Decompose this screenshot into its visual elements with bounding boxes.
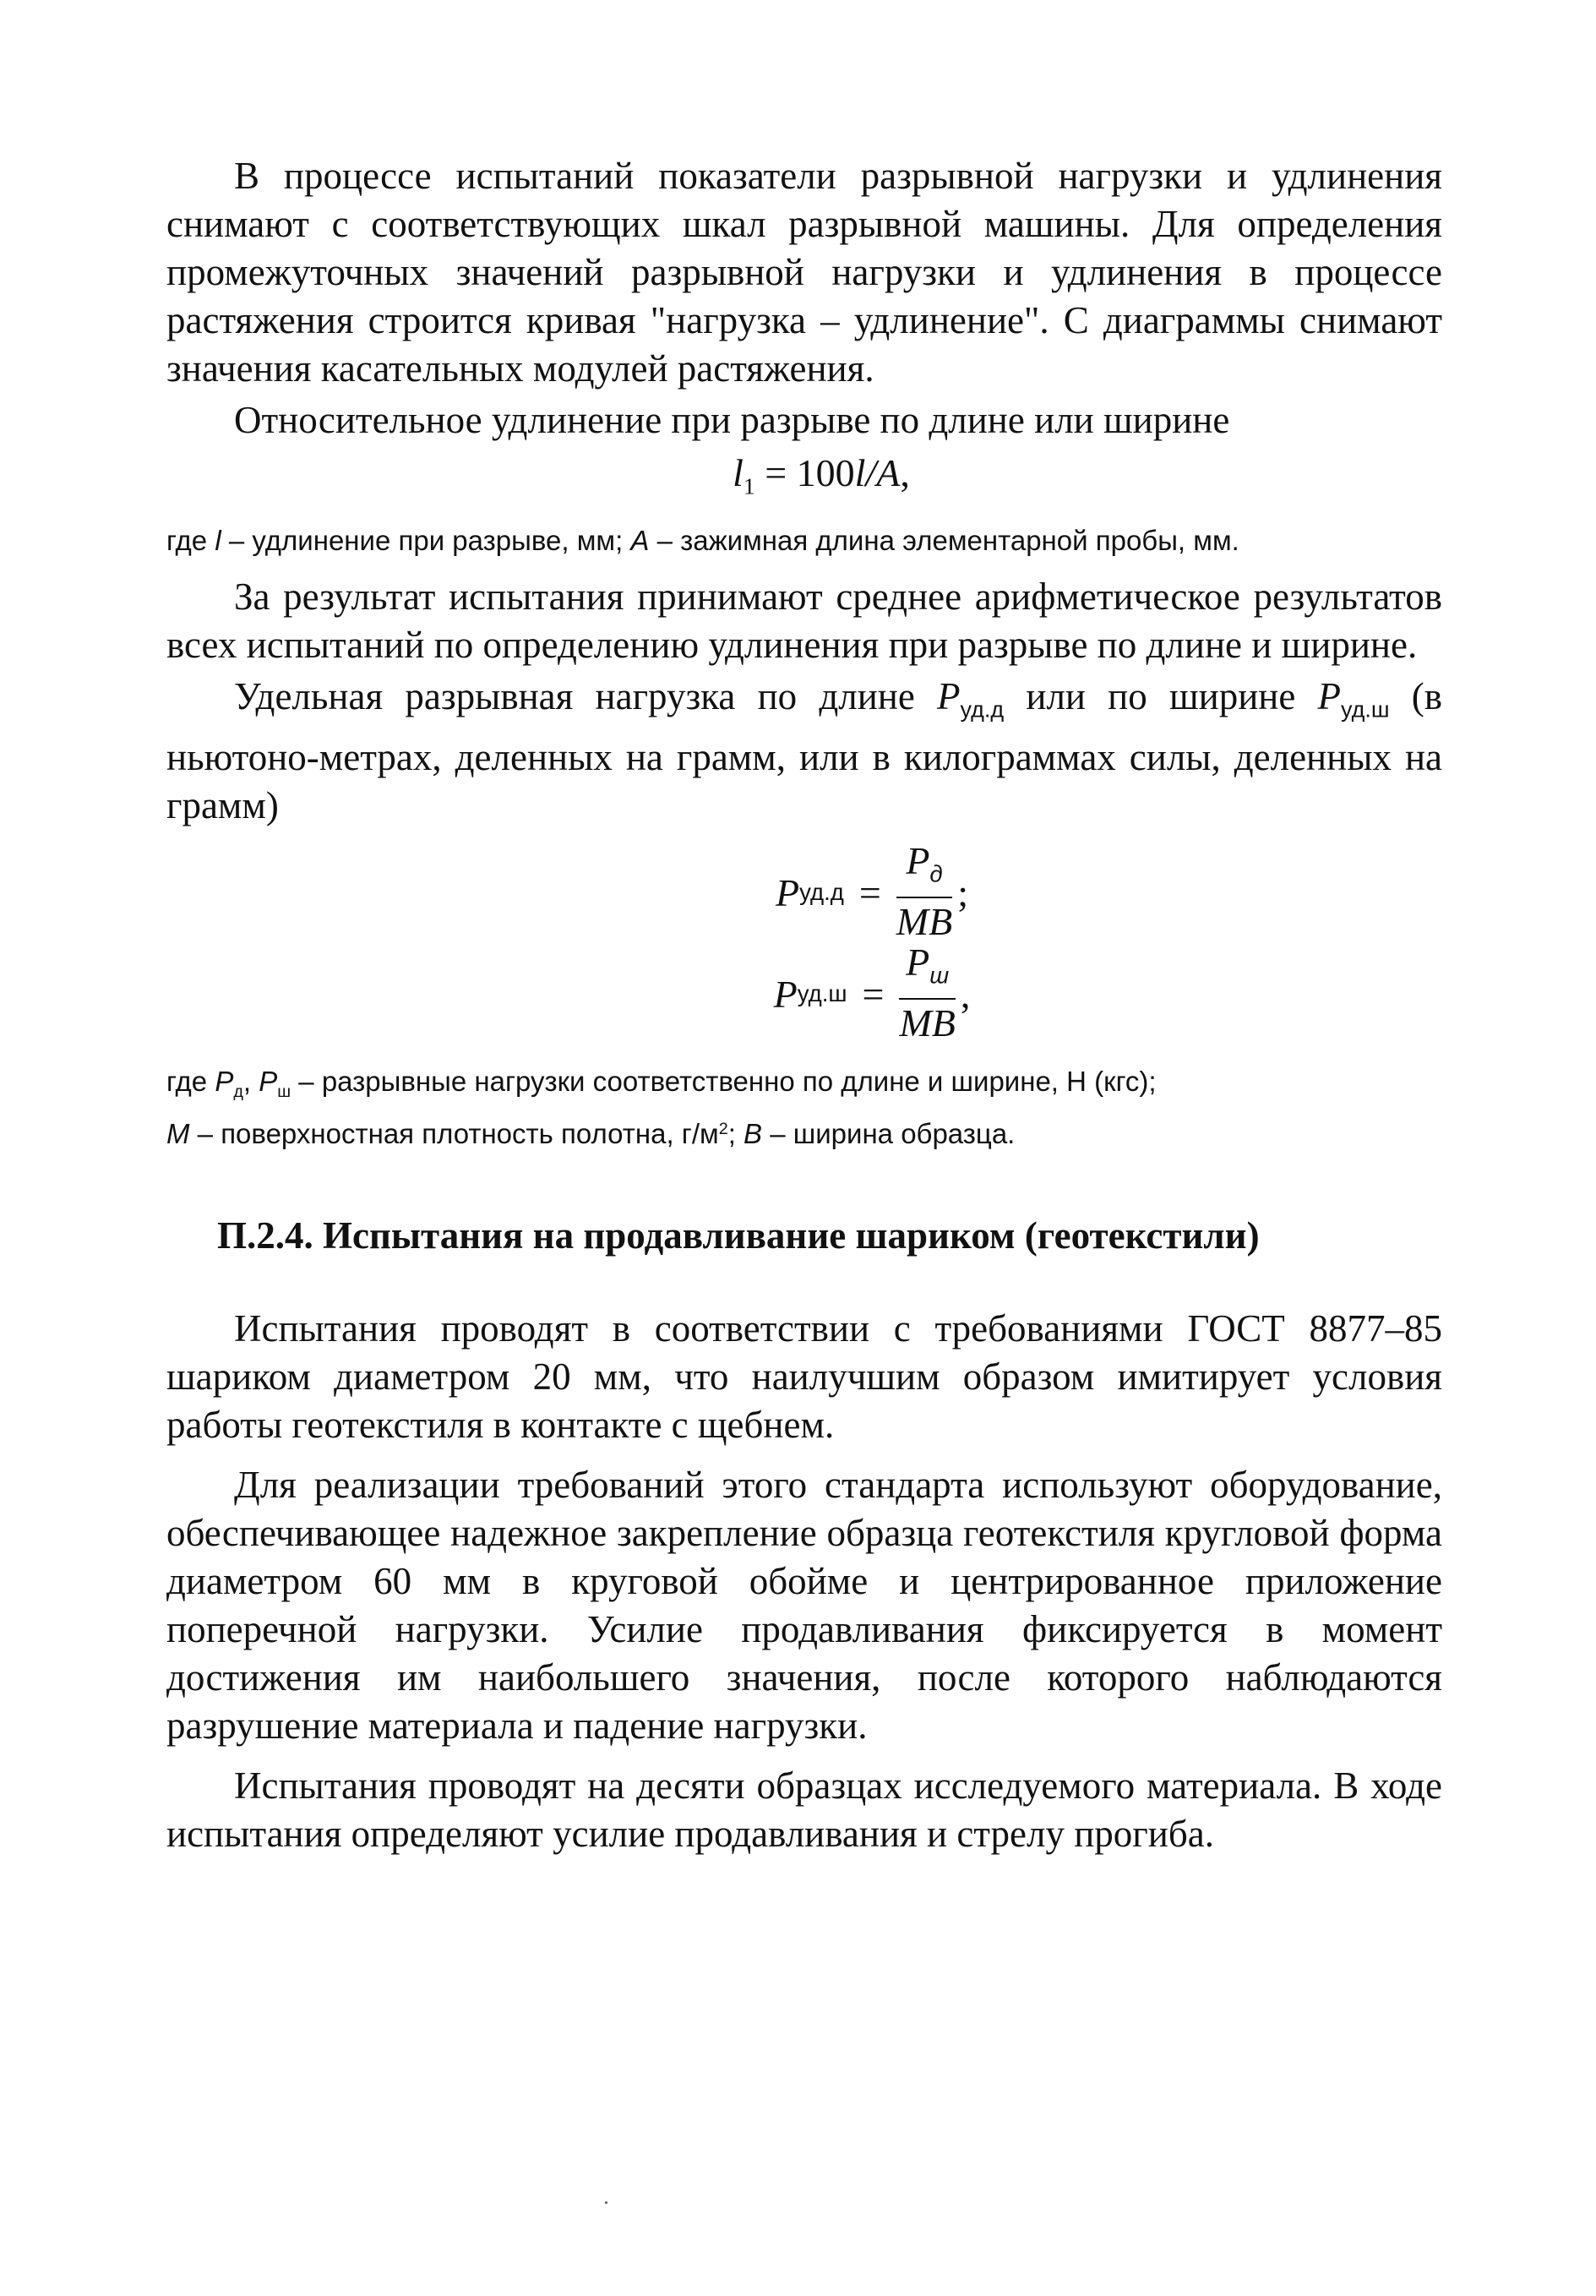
note2-var-b: B	[744, 1117, 763, 1149]
formula-elongation-rhs-num: 100	[796, 451, 855, 494]
formula-elongation-rhs-var: l/A	[854, 451, 901, 494]
note2-text-2: – поверхностная плотность полотна, г/м	[189, 1117, 719, 1149]
note1-post: – зажимная длина элементарной пробы, мм.	[649, 524, 1239, 556]
note1-var-l: l	[215, 524, 221, 556]
formula-elongation-lhs: l	[733, 451, 744, 494]
p4-sub-1: уд.д	[960, 696, 1005, 723]
paragraph-test-process: В процессе испытаний показатели разрывной нагрузки и удлинения снимают с соответствующих шкал разрывной машины. Для определения промежуточных значений разрывной нагрузки и удлинения в процессе растяжения строится кривая "нагрузка – удлинение". С диаграммы снимают значения касательных модулей растяжения.	[166, 155, 1442, 390]
formula-elongation-lhs-sub: 1	[743, 472, 755, 499]
note2-text-3: ;	[727, 1117, 744, 1149]
note-elongation-variables	[166, 522, 1442, 559]
paragraph-equipment: Для реализации требований этого стандарта используют оборудование, обеспечивающее надежное закрепление образца геотекстиля кругловой форма диаметром 60 мм в круговой обойме и центрированное приложение поперечной нагрузки. Усилие продавливания фиксируется в момент достижения им наибольшего значения, после которого наблюдаются разрушение материала и падение нагрузки.	[166, 1463, 1442, 1747]
f3-numerator	[901, 941, 954, 998]
note2-pre: где	[166, 1066, 215, 1098]
p4-sub-2: уд.ш	[1341, 696, 1390, 723]
paragraph-samples: Испытания проводят на десяти образцах исследуемого материала. В ходе испытания определяют усилие продавливания и стрелу прогиба.	[166, 1764, 1442, 1855]
p4-text-1: Удельная разрывная нагрузка по длине	[234, 674, 938, 717]
note2-sub-d: д	[233, 1083, 243, 1102]
f2-num-sub: д	[929, 860, 943, 887]
formula-specific-load-length	[302, 839, 1442, 943]
page-speck	[605, 2201, 607, 2204]
note1-pre: где	[166, 524, 215, 556]
note1-var-a: A	[630, 524, 650, 556]
p4-text-2: или по ширине	[1004, 674, 1318, 717]
formula-elongation-eq: =	[765, 451, 787, 494]
p4-var-2: P	[1317, 674, 1342, 717]
f2-lhs: P	[775, 870, 800, 914]
note2-var-pd: P	[215, 1066, 234, 1098]
paragraph-relative-elongation: Относительное удлинение при разрыве по длине или ширине	[234, 399, 1230, 441]
section-heading: П.2.4. Испытания на продавливание шариком (геотекстили)	[217, 1213, 1260, 1257]
note2-var-psh: P	[259, 1066, 278, 1098]
p4-var-1: P	[937, 674, 961, 717]
f2-lhs-sub: уд.д	[799, 879, 844, 906]
f2-eq: =	[858, 870, 881, 914]
note2-sub-sh: ш	[277, 1083, 291, 1102]
f3-num-var: P	[906, 941, 930, 984]
note2-comma: ,	[242, 1066, 259, 1098]
f3-lhs: P	[773, 972, 798, 1016]
f3-eq: =	[862, 972, 885, 1016]
note1-mid: – удлинение при разрыве, мм;	[221, 524, 631, 556]
note2-var-m: M	[166, 1117, 190, 1149]
p4-text-3: (в ньютоно-метрах, деленных на грамм, или в килограммах силы, деленных на грамм)	[166, 674, 1443, 827]
formula-specific-load-width	[302, 943, 1442, 1044]
f3-tail: ,	[960, 972, 971, 1016]
f2-fraction	[896, 839, 952, 946]
f3-fraction	[899, 941, 955, 1047]
f3-lhs-sub: уд.ш	[797, 980, 847, 1007]
f2-num-var: P	[906, 839, 930, 883]
paragraph-specific-load	[166, 673, 1442, 830]
f2-numerator	[901, 839, 947, 897]
formula-elongation-tail: ,	[900, 451, 910, 494]
note-specific-load-variables	[166, 1063, 1442, 1153]
note2-sup: 2	[718, 1120, 728, 1139]
paragraph-average-result: За результат испытания принимают среднее арифметическое результатов всех испытаний по определению удлинения при разрыве по длине и ширине.	[166, 575, 1442, 666]
note2-text-4: – ширина образца.	[762, 1117, 1016, 1149]
note2-text-1: – разрывные нагрузки соответственно по длине и ширине, Н (кгс);	[291, 1066, 1157, 1098]
paragraph-ball-test: Испытания проводят в соответствии с требованиями ГОСТ 8877–85 шариком диаметром 20 мм, что наилучшим образом имитирует условия работы геотекстиля в контакте с щебнем.	[166, 1306, 1442, 1446]
f2-tail: ;	[957, 870, 968, 914]
f2-denominator: MB	[896, 899, 953, 943]
formula-elongation	[166, 448, 1442, 512]
document-page	[166, 152, 1442, 1858]
f3-num-sub: ш	[929, 962, 950, 989]
f3-denominator: MB	[899, 1001, 956, 1044]
